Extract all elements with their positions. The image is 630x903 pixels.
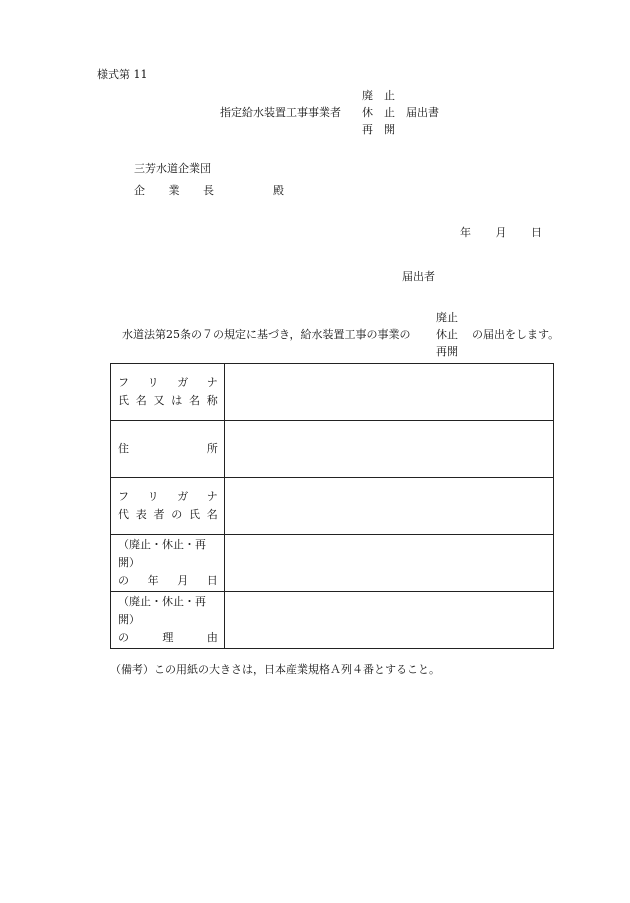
date-day-label: 日 <box>531 226 542 239</box>
label-char: ガ <box>177 376 189 389</box>
table-row-representative <box>111 478 554 535</box>
label-char: 日 <box>206 574 218 587</box>
label-char: ガ <box>177 490 189 503</box>
label-line-type: （廃止・休止・再開） <box>118 595 206 626</box>
label-line-furigana <box>118 374 218 392</box>
label-char: の <box>118 631 129 644</box>
label-line-representative <box>118 506 218 524</box>
label-cell-address <box>111 421 225 478</box>
label-char: 氏 <box>189 508 200 521</box>
statement-options <box>436 309 458 360</box>
label-char: 所 <box>206 442 218 455</box>
label-char: 名 <box>206 508 218 521</box>
label-char: 称 <box>206 394 218 407</box>
label-line-type: （廃止・休止・再開） <box>118 538 206 569</box>
form-number: 様式第 11 <box>97 68 148 81</box>
title-option-suspend: 休 止 <box>362 106 395 119</box>
label-char: 月 <box>177 574 189 587</box>
title-option-resume: 再 開 <box>362 123 395 136</box>
label-line-reason <box>118 629 218 647</box>
date-field[interactable] <box>224 535 553 592</box>
label-char: 名 <box>135 394 147 407</box>
statement-option-abolish: 廃止 <box>436 311 458 324</box>
remarks-note: （備考）この用紙の大きさは，日本産業規格Ａ列４番とすること。 <box>110 663 440 676</box>
label-char: 者 <box>153 508 165 521</box>
statement-text-after: の届出をします。 <box>472 328 560 341</box>
addressee-organization: 三芳水道企業団 <box>134 162 211 175</box>
label-line-name <box>118 392 218 410</box>
table-row-date <box>111 535 554 592</box>
role-char: 長 <box>203 184 214 197</box>
representative-field[interactable] <box>224 478 553 535</box>
table-row-name <box>111 364 554 421</box>
label-char: 名 <box>189 394 200 407</box>
label-cell-name <box>111 364 225 421</box>
name-field[interactable] <box>224 364 553 421</box>
label-cell-date <box>111 535 225 592</box>
table-row-reason <box>111 592 554 649</box>
date-month-label: 月 <box>495 226 507 239</box>
label-char: フ <box>118 490 129 503</box>
addressee-honorific: 殿 <box>273 184 284 197</box>
label-char: 代 <box>118 508 129 521</box>
notification-table <box>110 363 554 649</box>
address-field[interactable] <box>224 421 553 478</box>
reason-field[interactable] <box>224 592 553 649</box>
title-option-abolish: 廃 止 <box>362 89 395 102</box>
label-line-date <box>118 572 218 590</box>
role-char: 業 <box>168 184 180 197</box>
addressee-role <box>134 182 214 198</box>
label-char: フ <box>118 376 129 389</box>
label-char: リ <box>147 490 159 503</box>
label-line-address <box>118 440 218 458</box>
role-char: 企 <box>134 184 145 197</box>
title-prefix: 指定給水装置工事事業者 <box>220 106 341 119</box>
notifier-label: 届出者 <box>402 270 435 283</box>
statement-option-resume: 再開 <box>436 345 458 358</box>
label-char: 氏 <box>118 394 129 407</box>
label-char: 由 <box>206 631 218 644</box>
table-row-address <box>111 421 554 478</box>
label-char: 又 <box>153 394 165 407</box>
label-char: ナ <box>206 490 218 503</box>
label-char: の <box>118 574 129 587</box>
title-options <box>362 87 395 138</box>
statement-option-suspend: 休止 <box>436 328 458 341</box>
label-line-furigana <box>118 488 218 506</box>
label-char: リ <box>147 376 159 389</box>
label-char: 理 <box>162 631 174 644</box>
statement-text-before: 水道法第25条の７の規定に基づき，給水装置工事の事業の <box>122 328 411 341</box>
label-char: ナ <box>206 376 218 389</box>
label-char: 年 <box>147 574 159 587</box>
date-line <box>460 224 542 240</box>
date-year-label: 年 <box>460 226 471 239</box>
label-cell-reason <box>111 592 225 649</box>
label-char: は <box>171 394 183 407</box>
label-char: 住 <box>118 442 129 455</box>
title-suffix: 届出書 <box>406 106 439 119</box>
label-cell-representative <box>111 478 225 535</box>
label-char: の <box>171 508 183 521</box>
label-char: 表 <box>135 508 147 521</box>
